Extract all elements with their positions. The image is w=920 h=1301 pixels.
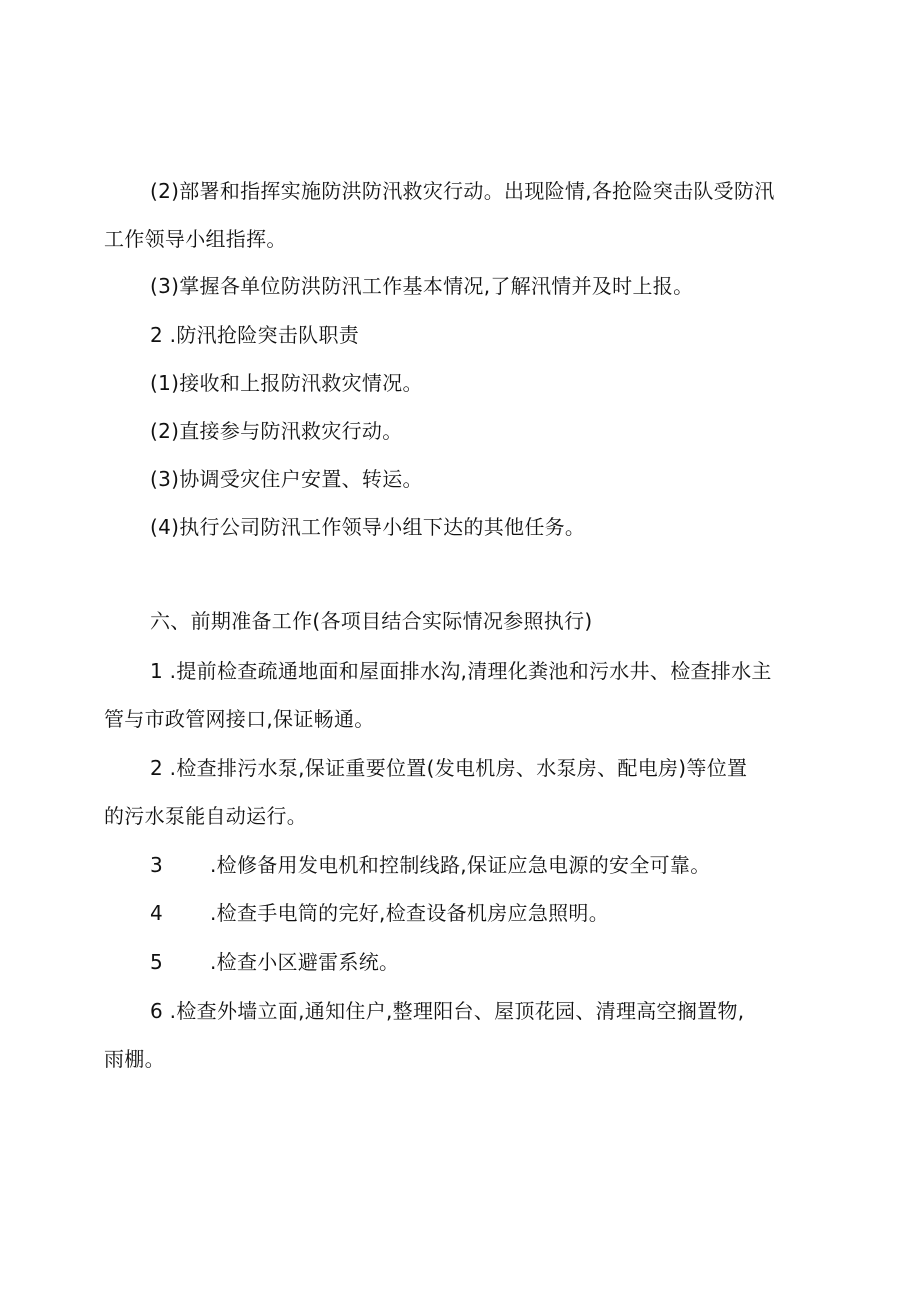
section-heading-preparation: 六、前期准备工作(各项目结合实际情况参照执行) bbox=[150, 609, 593, 633]
prep-item-5-text: .检查小区避雷系统。 bbox=[210, 950, 400, 974]
team-duty-item-1: (1)接收和上报防汛救灾情况。 bbox=[150, 371, 423, 395]
prep-item-1-line-2: 管与市政管网接口,保证畅通。 bbox=[104, 707, 375, 731]
prep-item-1-line-1: 1 .提前检查疏通地面和屋面排水沟,清理化粪池和污水井、检查排水主 bbox=[150, 659, 772, 683]
prep-item-3-text: .检修备用发电机和控制线路,保证应急电源的安全可靠。 bbox=[210, 853, 711, 877]
prep-item-5-number: 5 bbox=[150, 950, 163, 974]
prep-item-6-line-1: 6 .检查外墙立面,通知住户,整理阳台、屋顶花园、清理高空搁置物, bbox=[150, 999, 745, 1023]
team-duty-item-3: (3)协调受灾住户安置、转运。 bbox=[150, 467, 423, 491]
prep-item-4-number: 4 bbox=[150, 901, 163, 925]
prep-item-2-line-1: 2 .检查排污水泵,保证重要位置(发电机房、水泵房、配电房)等位置 bbox=[150, 756, 748, 780]
responsibility-item-3: (3)掌握各单位防洪防汛工作基本情况,了解汛情并及时上报。 bbox=[150, 274, 694, 298]
prep-item-3-number: 3 bbox=[150, 853, 163, 877]
prep-item-2-line-2: 的污水泵能自动运行。 bbox=[104, 804, 307, 828]
subsection-heading-assault-team: 2 .防汛抢险突击队职责 bbox=[150, 323, 360, 347]
team-duty-item-2: (2)直接参与防汛救灾行动。 bbox=[150, 419, 403, 443]
prep-item-4-text: .检查手电筒的完好,检查设备机房应急照明。 bbox=[210, 901, 610, 925]
responsibility-item-2-line-2: 工作领导小组指挥。 bbox=[104, 227, 287, 251]
responsibility-item-2-line-1: (2)部署和指挥实施防洪防汛救灾行动。出现险情,各抢险突击队受防汛 bbox=[150, 179, 775, 203]
team-duty-item-4: (4)执行公司防汛工作领导小组下达的其他任务。 bbox=[150, 515, 586, 539]
prep-item-6-line-2: 雨棚。 bbox=[104, 1047, 165, 1071]
